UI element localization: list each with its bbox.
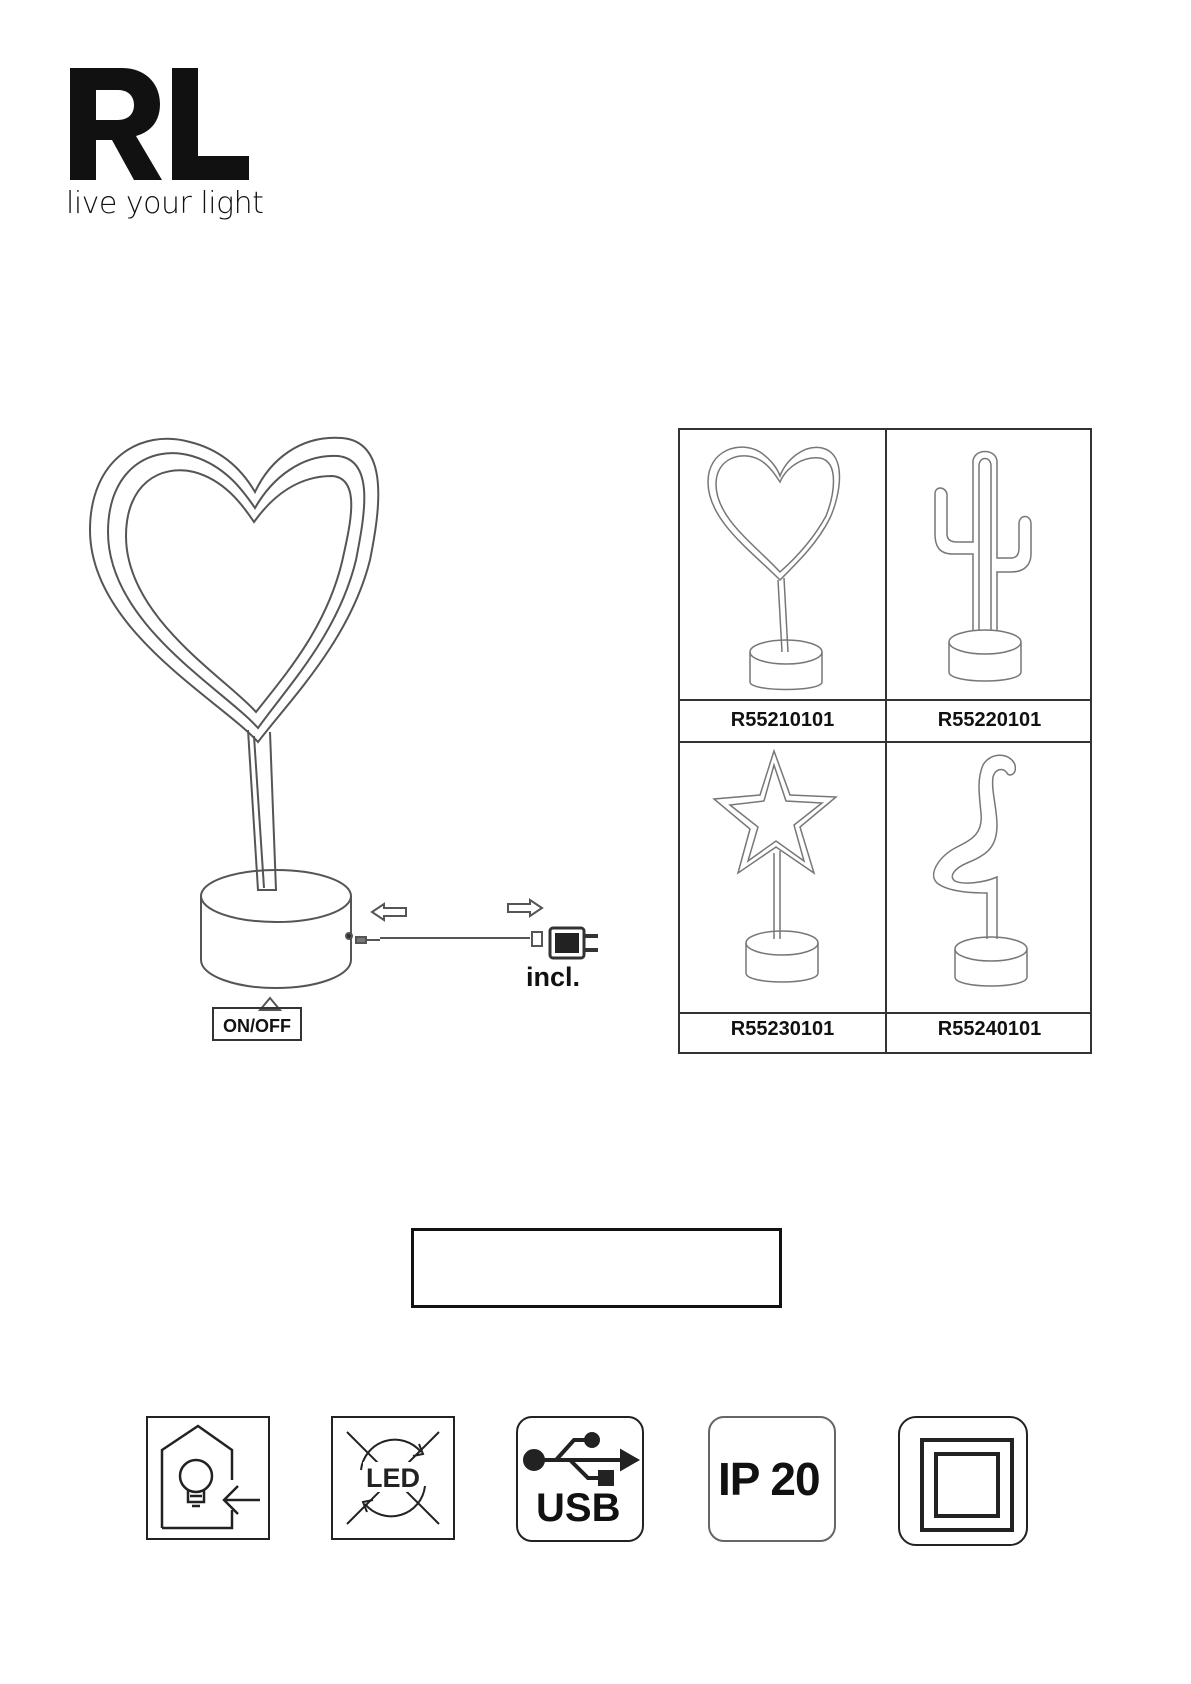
adapter-included-label: incl. [526, 962, 581, 992]
grid-divider [680, 1012, 1090, 1014]
led-not-replaceable-icon [331, 1416, 455, 1540]
variant-cell [887, 743, 1092, 1052]
on-off-switch-label: ON/OFF [212, 1007, 302, 1041]
indoor-use-icon [146, 1416, 270, 1540]
grid-divider [680, 699, 1090, 701]
ip-rating-text: IP 20 [718, 1453, 820, 1505]
heart-lamp-illustration [80, 430, 680, 1060]
inner-square [934, 1452, 1000, 1518]
led-text: LED [366, 1463, 420, 1493]
variant-cell [680, 430, 887, 743]
variant-code: R55210101 [730, 709, 835, 731]
brand-tagline: live your light [66, 186, 264, 221]
variant-grid [678, 428, 1092, 1054]
heart-lamp-icon [680, 430, 885, 700]
protection-class-2-icon [898, 1416, 1028, 1546]
brand-logo [64, 64, 264, 234]
rl-logo-icon [64, 64, 264, 184]
blank-label-box [411, 1228, 782, 1308]
star-lamp-icon [680, 743, 885, 1013]
variant-code: R55240101 [937, 1018, 1042, 1040]
usb-text: USB [536, 1486, 621, 1530]
variant-code: R55220101 [937, 709, 1042, 731]
variant-cell [680, 743, 887, 1052]
usb-icon [516, 1416, 644, 1542]
cactus-lamp-icon [887, 430, 1092, 700]
flamingo-lamp-icon [887, 743, 1092, 1013]
variant-code: R55230101 [730, 1018, 835, 1040]
ip20-icon [708, 1416, 836, 1542]
variant-cell [887, 430, 1092, 743]
